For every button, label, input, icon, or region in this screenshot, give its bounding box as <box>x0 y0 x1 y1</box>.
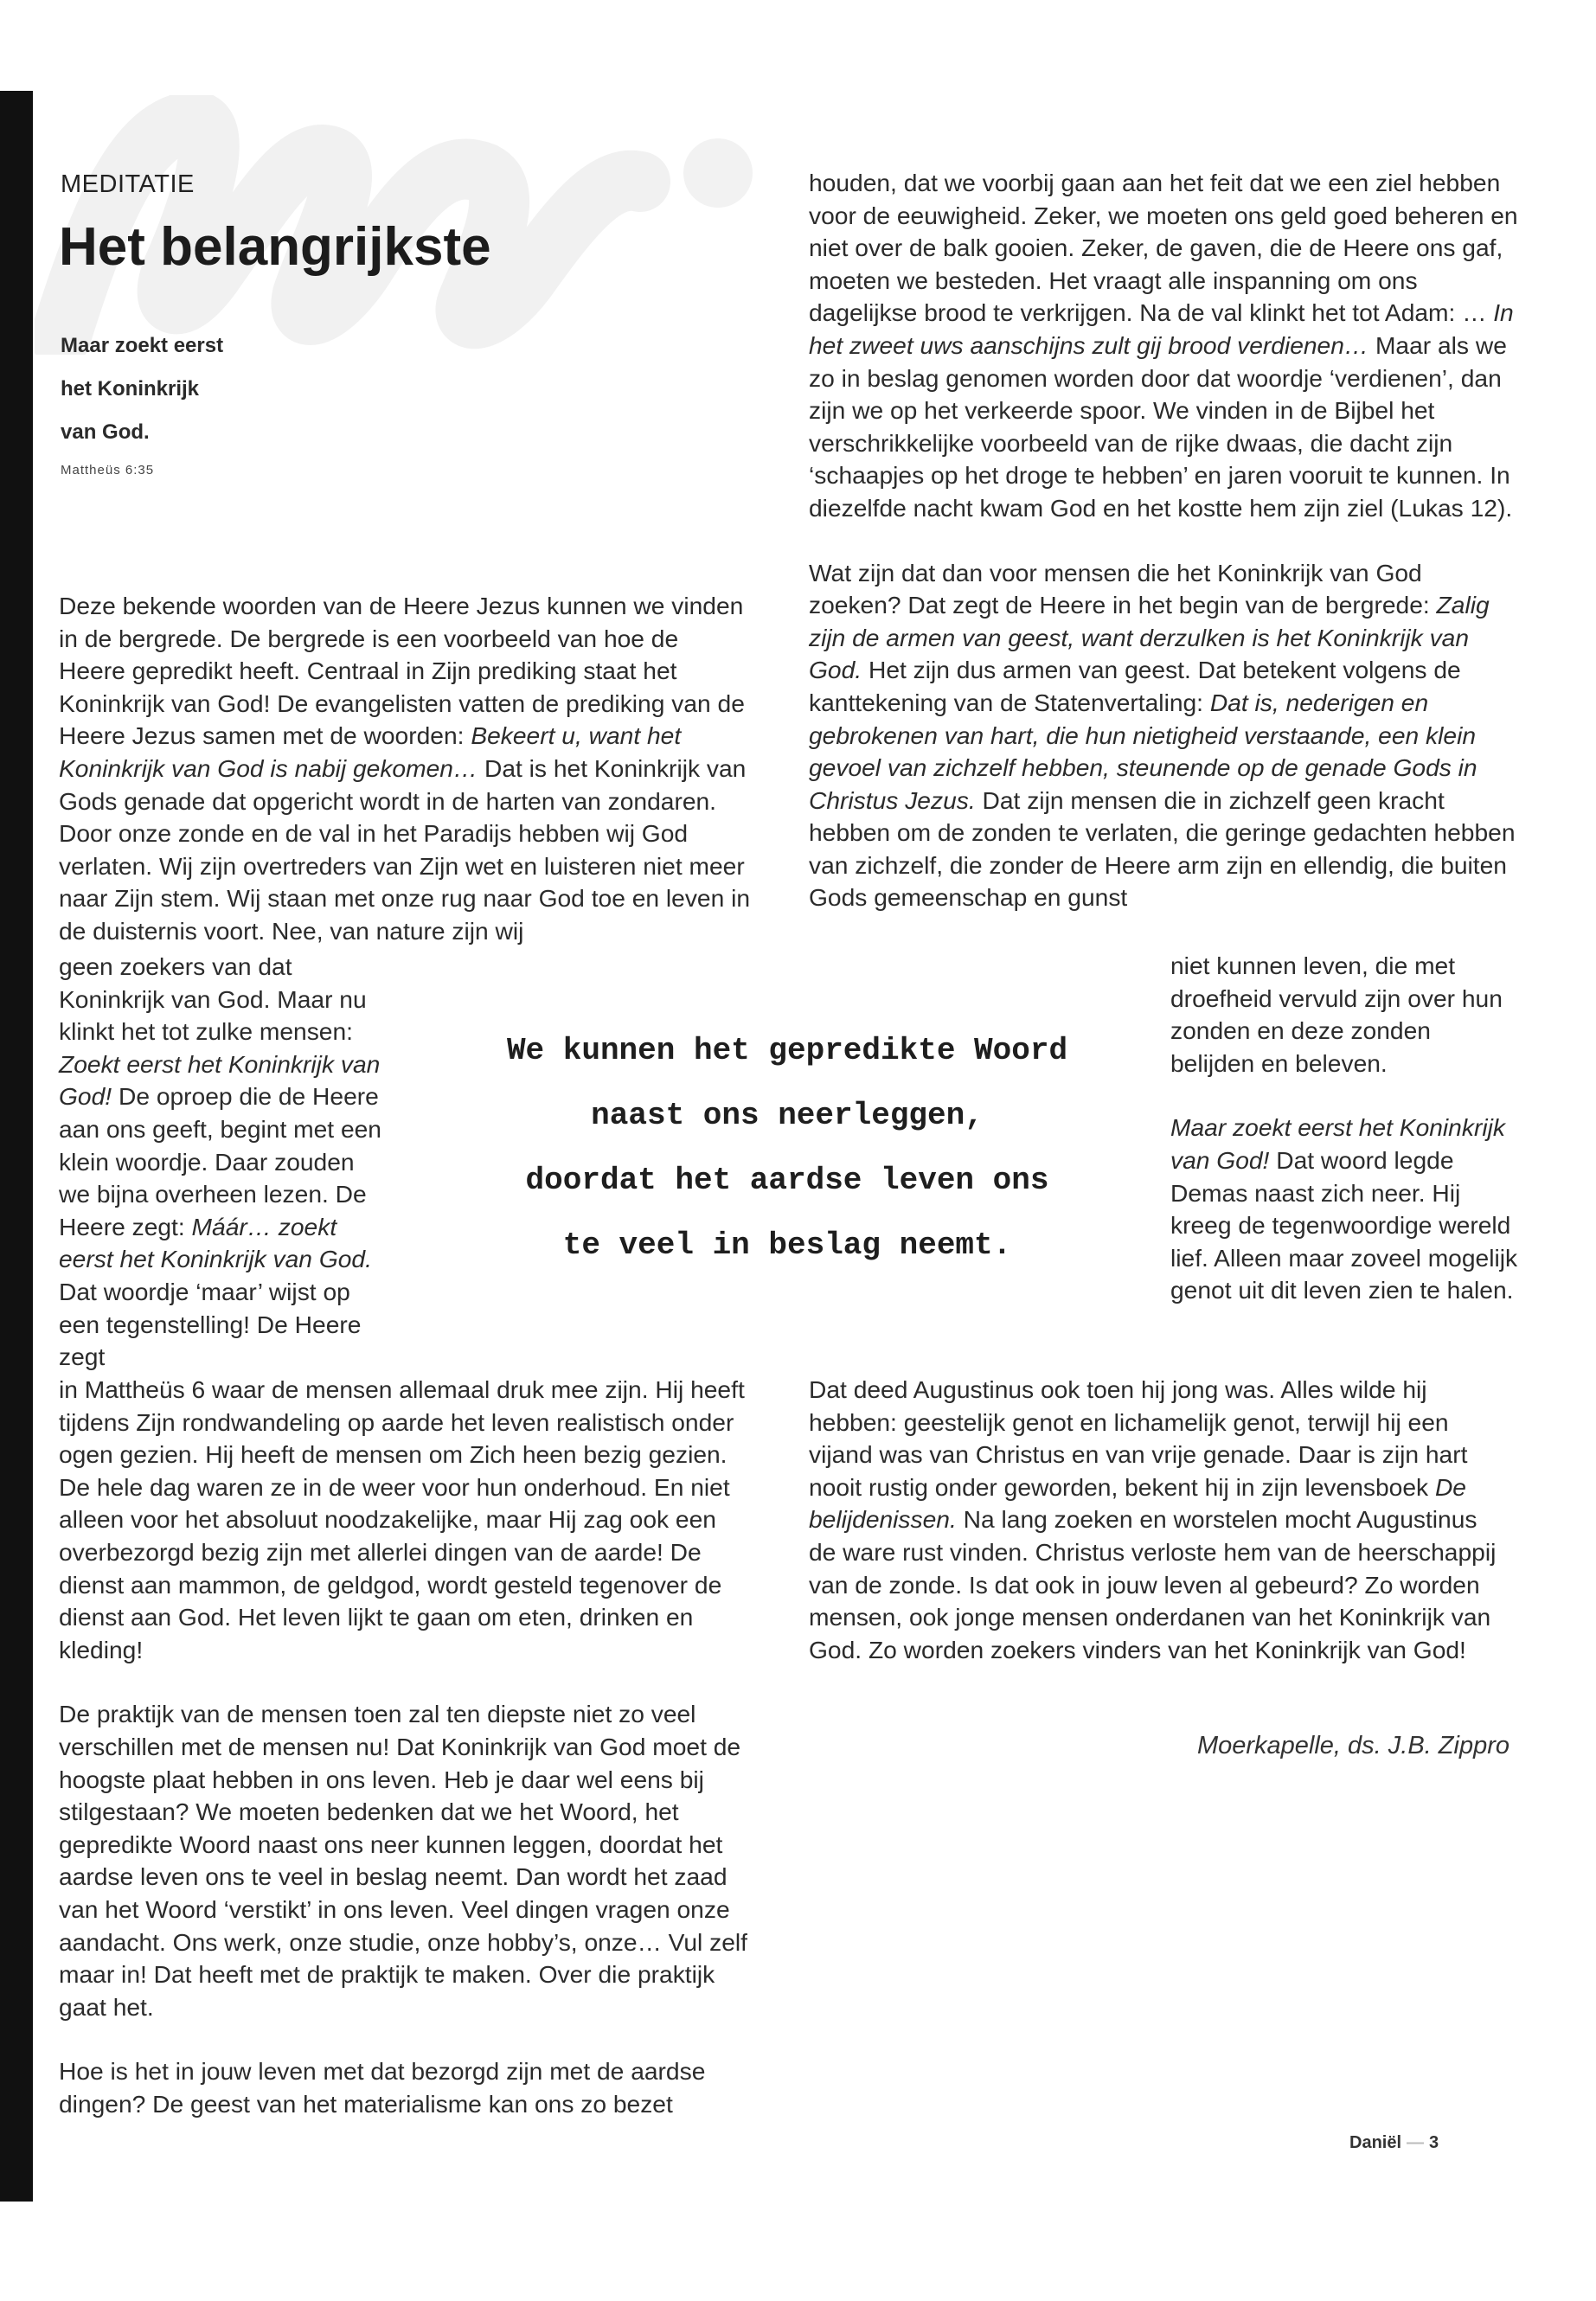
body-column-left-top <box>59 590 751 948</box>
body-column-right-narrow <box>1170 950 1521 1339</box>
body-text: houden, dat we voorbij gaan aan het feit dat we een ziel hebben voor de eeuwigheid. Zeker, we moeten ons geld goed beheren en niet over de balk gooien. Zeker, de gaven, die de Heere ons gaf, moeten we besteden. Het vraagt alle inspanning om ons dagelijkse brood te verkrijgen. Na de val klinkt het tot Adam: … <box>809 169 1518 327</box>
body-text: geen zoekers van dat Koninkrijk van God. Maar nu klinkt het tot zulke mensen: <box>59 952 367 1046</box>
pull-quote-line: We kunnen het gepredikte Woord <box>506 1033 1068 1068</box>
body-italic: Zoekt eerst het Koninkrijk van God! <box>59 1049 381 1111</box>
body-text: Het zijn dus armen van geest. Dat betekent volgens de kanttekening van de Statenvertaling: <box>809 656 1461 716</box>
paragraph: Hoe is het in jouw leven met dat bezorgd zijn met de aardse dingen? De geest van het materialisme kan ons zo bezet <box>59 2057 706 2118</box>
body-text: Dat deed Augustinus ook toen hij jong was. Alles wilde hij hebben: geestelijk genot en lichamelijk genot, terwijl hij een vijand was van Christus en van vrije genade. Daar is zijn hart nooit rustig onder geworden, bekent hij in zijn levensboek <box>809 1375 1468 1501</box>
pull-quote <box>484 1029 1090 1289</box>
body-text: Dat woord legde Demas naast zich neer. Hij kreeg de tegenwoordige wereld lief. Alleen maar zoveel mogelijk genot uit dit leven zien te halen. <box>1170 1145 1518 1304</box>
pull-quote-line: naast ons neerleggen, <box>591 1098 984 1133</box>
body-text: Dat woordje ‘maar’ wijst op een tegenstelling! De Heere zegt <box>59 1277 362 1371</box>
binding-edge <box>0 91 33 2202</box>
author-signature: Moerkapelle, ds. J.B. Zippro <box>1196 1732 1509 1759</box>
body-text: Maar als we zo in beslag genomen worden door dat woordje ‘verdienen’, dan zijn we op het verkeerde spoor. We vinden in de Bijbel het verschrikkelijke voorbeeld van de rijke dwaas, die dacht zijn ‘schaapjes op het droge te hebben’ en jaren vooruit te kunnen. In diezelfde nacht kwam God en het kostte hem zijn ziel (Lukas 12). <box>809 330 1513 522</box>
paragraph <box>809 557 1518 915</box>
paragraph: niet kunnen leven, die met droefheid vervuld zijn over hun zonden en deze zonden belijden en beleven. <box>1170 952 1503 1077</box>
verse-line: Maar zoekt eerst <box>61 334 224 357</box>
pull-quote-line: doordat het aardse leven ons <box>525 1163 1049 1198</box>
body-italic: Dat is, nederigen en gebrokenen van hart, die hun nietigheid verstaande, een klein gevoel van zichzelf hebben, steunende op de genade Gods in Christus Jezus. <box>809 688 1477 814</box>
body-column-right-top <box>809 167 1518 946</box>
body-italic: Bekeert u, want het Koninkrijk van God is nabij gekomen… <box>59 721 682 782</box>
page-number: 3 <box>1429 2133 1439 2152</box>
body-column-left-narrow <box>59 951 391 1374</box>
body-column-right-bottom <box>809 1374 1509 1698</box>
body-text: Dat zijn mensen die in zichzelf geen kracht hebben om de zonden te verlaten, die geringe gedachten hebben van zichzelf, die zonder de Heere arm zijn en ellendig, die buiten Gods gemeenschap en gunst <box>809 785 1516 912</box>
paragraph: De praktijk van de mensen toen zal ten diepste niet zo veel verschillen met de mensen nu! Dat Koninkrijk van God moet de hoogste plaat hebben in ons leven. Heb je daar wel eens bij stilgestaan? We moeten bedenken dat we het Woord, het gepredikte Woord naast ons neer kunnen leggen, doordat het aardse leven ons te veel in beslag neemt. Dan wordt het zaad van het Woord ‘verstikt’ in ons leven. Veel dingen vragen onze aandacht. Ons werk, onze studie, onze hobby’s, onze… Vul zelf maar in! Dat heeft met de praktijk te maken. Over die praktijk gaat het. <box>59 1700 747 2021</box>
verse-reference: Mattheüs 6:35 <box>61 463 155 478</box>
section-label: MEDITATIE <box>61 170 195 198</box>
verse-quote <box>61 324 223 454</box>
page-footer <box>1349 2133 1439 2153</box>
body-text: Na lang zoeken en worstelen mocht Augustinus de ware rust vinden. Christus verloste hem van de heerschappij van de zonde. Is dat ook in jouw leven al gebeurd? Zo worden mensen, ook jonge mensen onderdanen van het Koninkrijk van God. Zo worden zoekers vinders van het Koninkrijk van God! <box>809 1505 1497 1663</box>
paragraph <box>809 167 1518 525</box>
paragraph: in Mattheüs 6 waar de mensen allemaal druk mee zijn. Hij heeft tijdens Zijn rondwandeling op aarde het leven realistisch onder ogen gezien. Hij heeft de mensen om Zich heen bezig gezien. De hele dag waren ze in de weer voor hun onderhoud. En niet alleen voor het absoluut noodzakelijke, maar Hij zag ook een overbezorgd bezig zijn met allerlei dingen van de aarde! De dienst aan mammon, de geldgod, wordt gesteld tegenover de dienst aan God. Het leven lijkt te gaan om eten, drinken en kleding! <box>59 1375 745 1663</box>
pull-quote-line: te veel in beslag neemt. <box>562 1227 1012 1263</box>
body-text: Dat is het Koninkrijk van Gods genade dat opgericht wordt in de harten van zondaren. Door onze zonde en de val in het Paradijs hebben wij God verlaten. Wij zijn overtreders van Zijn wet en luisteren niet meer naar Zijn stem. Wij staan met onze rug naar God toe en leven in de duisternis voort. Nee, van nature zijn wij <box>59 753 751 945</box>
body-italic: In het zweet uws aanschijns zult gij brood verdienen… <box>809 298 1514 359</box>
body-column-left-bottom <box>59 1374 760 2152</box>
body-italic: Máár… zoekt eerst het Koninkrijk van God. <box>59 1212 372 1273</box>
body-italic: De belijdenissen. <box>809 1472 1466 1534</box>
verse-line: het Koninkrijk <box>61 377 200 401</box>
magazine-name: Daniël <box>1349 2133 1402 2152</box>
body-text: Deze bekende woorden van de Heere Jezus kunnen we vinden in de bergrede. De bergrede is een voorbeeld van hoe de Heere gepredikt heeft. Centraal in Zijn prediking staat het Koninkrijk van God! De evangelisten vatten de prediking van de Heere Jezus samen met de woorden: <box>59 592 745 750</box>
body-text: Wat zijn dat dan voor mensen die het Koninkrijk van God zoeken? Dat zegt de Heere in het begin van de bergrede: <box>809 558 1437 619</box>
separator: — <box>1407 2133 1425 2152</box>
paragraph <box>1170 1112 1521 1307</box>
body-italic: Maar zoekt eerst het Koninkrijk van God! <box>1170 1113 1505 1174</box>
page-title: Het belangrijkste <box>59 217 491 277</box>
verse-line: van God. <box>61 420 150 444</box>
body-italic: Zalig zijn de armen van geest, want derzulken is het Koninkrijk van God. <box>809 591 1490 684</box>
paragraph <box>809 1374 1509 1666</box>
body-text: De oproep die de Heere aan ons geeft, begint met een klein woordje. Daar zouden we bijna overheen lezen. De Heere zegt: <box>59 1082 381 1240</box>
